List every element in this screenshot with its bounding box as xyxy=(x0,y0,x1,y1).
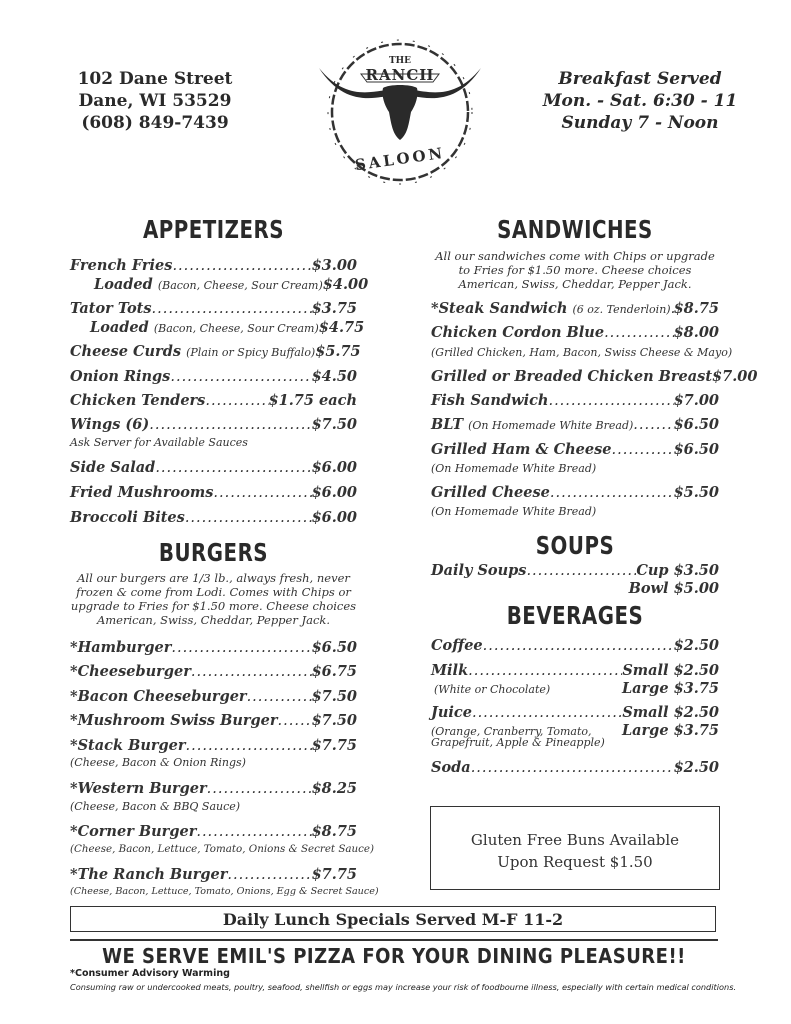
item-name: *Western Burger xyxy=(70,780,207,797)
item-note: Grapefruit, Apple & Pineapple) xyxy=(431,736,605,749)
item-detail: (6 oz. Tenderloin) xyxy=(572,303,671,316)
burgers-heading: BURGERS xyxy=(158,539,269,568)
menu-item xyxy=(70,780,357,797)
item-note: (On Homemade White Bread) xyxy=(431,462,597,475)
item-price: Small $2.50 xyxy=(622,662,719,679)
menu-item xyxy=(431,416,719,433)
item-name: Soda xyxy=(431,759,471,776)
item-name: Fish Sandwich xyxy=(431,392,549,409)
item-price: $2.50 xyxy=(673,637,719,654)
menu-item xyxy=(94,276,369,293)
menu-item xyxy=(70,737,357,754)
item-name: Loaded xyxy=(94,276,153,293)
hours-weekday: Mon. - Sat. 6:30 - 11 xyxy=(542,91,738,111)
item-price: $6.50 xyxy=(673,441,719,458)
item-note: (On Homemade White Bread) xyxy=(431,505,597,518)
menu-item xyxy=(431,441,719,458)
beverages-heading: BEVERAGES xyxy=(506,602,644,631)
menu-item xyxy=(431,562,719,579)
item-note: (Orange, Cranberry, Tomato, xyxy=(431,725,592,738)
item-detail: (Plain or Spicy Buffalo) xyxy=(186,346,316,359)
item-name: Coffee xyxy=(431,637,483,654)
item-price: $6.00 xyxy=(311,509,357,526)
item-note: (Cheese, Bacon, Lettuce, Tomato, Onions, Egg & Secret Sauce) xyxy=(70,886,379,897)
menu-item xyxy=(431,324,719,341)
divider xyxy=(70,939,718,941)
hours-title: Breakfast Served xyxy=(558,69,722,89)
item-price: $6.75 xyxy=(311,663,357,680)
item-price: $7.75 xyxy=(311,866,357,883)
menu-item xyxy=(70,484,357,501)
item-price: $6.00 xyxy=(311,459,357,476)
menu-item-sub xyxy=(431,680,719,697)
menu-item xyxy=(70,509,357,526)
menu-item xyxy=(431,368,758,385)
address-block xyxy=(60,68,250,134)
address-street: 102 Dane Street xyxy=(77,69,233,89)
item-name: *Hamburger xyxy=(70,639,172,656)
item-price: Large $3.75 xyxy=(621,722,719,739)
logo-saloon: SALOON xyxy=(353,143,447,175)
item-name: Wings (6) xyxy=(70,416,150,433)
item-name: Juice xyxy=(431,704,472,721)
item-name: Daily Soups xyxy=(431,562,527,579)
item-price: $6.50 xyxy=(311,639,357,656)
item-price: $1.75 each xyxy=(268,392,357,409)
ranch-saloon-logo xyxy=(315,30,485,190)
item-name: Chicken Tenders xyxy=(70,392,206,409)
menu-item xyxy=(70,459,357,476)
item-name: Milk xyxy=(431,662,469,679)
item-price: $7.00 xyxy=(673,392,719,409)
item-price: $8.75 xyxy=(673,300,719,317)
item-note: (White or Chocolate) xyxy=(434,683,551,696)
menu-item xyxy=(431,759,719,776)
item-name: Onion Rings xyxy=(70,368,171,385)
item-detail: (Bacon, Cheese, Sour Cream) xyxy=(157,279,323,292)
item-note: (Cheese, Bacon & Onion Rings) xyxy=(70,756,246,769)
item-name: Grilled or Breaded Chicken Breast xyxy=(431,368,713,385)
item-name: Side Salad xyxy=(70,459,156,476)
sandwiches-heading: SANDWICHES xyxy=(497,216,653,245)
item-name: Tator Tots xyxy=(70,300,152,317)
item-name: Chicken Cordon Blue xyxy=(431,324,605,341)
item-name: *The Ranch Burger xyxy=(70,866,228,883)
item-name: BLT xyxy=(431,416,464,433)
item-price: $7.00 xyxy=(712,368,758,385)
item-note: (Cheese, Bacon, Lettuce, Tomato, Onions & Secret Sauce) xyxy=(70,843,375,855)
item-price: $5.75 xyxy=(315,343,361,360)
item-price: $8.00 xyxy=(673,324,719,341)
item-price: $8.25 xyxy=(311,780,357,797)
item-price: $7.50 xyxy=(311,688,357,705)
pizza-banner: WE SERVE EMIL'S PIZZA FOR YOUR DINING PLEASURE!! xyxy=(102,944,686,968)
item-price: Cup $3.50 xyxy=(636,562,719,579)
appetizers-heading: APPETIZERS xyxy=(142,216,285,245)
item-price: $4.75 xyxy=(318,319,365,336)
sandwiches-note: All our sandwiches come with Chips or upgrade to Fries for $1.50 more. Cheese choices American, Swiss, Cheddar, Pepper Jack. xyxy=(435,249,715,291)
item-price: $7.50 xyxy=(311,416,357,433)
menu-item xyxy=(70,392,357,409)
advisory-text: Consuming raw or undercooked meats, poultry, seafood, shellfish or eggs may increase your risk of foodbourne illness, especially with certain medical conditions. xyxy=(70,982,737,992)
item-price: $3.75 xyxy=(311,300,357,317)
address-phone: (608) 849-7439 xyxy=(81,113,229,133)
item-price: $6.00 xyxy=(311,484,357,501)
menu-item xyxy=(70,257,357,274)
menu-item xyxy=(70,300,357,317)
menu-item xyxy=(70,368,357,385)
item-name: Loaded xyxy=(90,319,149,336)
menu-item xyxy=(70,663,357,680)
item-name: *Bacon Cheeseburger xyxy=(70,688,247,705)
menu-item xyxy=(70,416,357,433)
item-note: (Cheese, Bacon & BBQ Sauce) xyxy=(70,800,241,813)
gluten-free-box xyxy=(430,806,720,890)
item-name: French Fries xyxy=(70,257,173,274)
item-price: Large $3.75 xyxy=(621,680,719,697)
menu-item xyxy=(431,300,719,317)
item-price: $2.50 xyxy=(673,759,719,776)
item-price: $5.50 xyxy=(673,484,719,501)
item-price: $3.00 xyxy=(311,257,357,274)
item-price: Bowl $5.00 xyxy=(628,580,719,597)
menu-item xyxy=(70,823,357,840)
menu-item xyxy=(70,688,357,705)
item-price: $7.50 xyxy=(311,712,357,729)
item-name: Broccoli Bites xyxy=(70,509,185,526)
logo-ranch: RANCH xyxy=(365,66,435,84)
hours-sunday: Sunday 7 - Noon xyxy=(561,113,719,133)
item-name: Grilled Ham & Cheese xyxy=(431,441,612,458)
item-name: *Mushroom Swiss Burger xyxy=(70,712,278,729)
gluten-free-line2: Upon Request $1.50 xyxy=(497,853,653,871)
menu-item xyxy=(431,704,719,721)
soups-heading: SOUPS xyxy=(535,532,615,561)
item-name: Grilled Cheese xyxy=(431,484,550,501)
menu-item xyxy=(90,319,365,336)
item-name: *Cheeseburger xyxy=(70,663,191,680)
menu-item xyxy=(70,712,357,729)
item-price: $8.75 xyxy=(311,823,357,840)
item-price: Small $2.50 xyxy=(622,704,719,721)
item-name: *Steak Sandwich xyxy=(431,300,568,317)
gluten-free-line1: Gluten Free Buns Available xyxy=(470,831,680,849)
address-city: Dane, WI 53529 xyxy=(78,91,232,111)
item-name: *Stack Burger xyxy=(70,737,186,754)
menu-item xyxy=(431,662,719,679)
item-detail: (On Homemade White Bread) xyxy=(468,419,634,432)
item-price: $6.50 xyxy=(673,416,719,433)
menu-item xyxy=(70,639,357,656)
lunch-specials-banner: Daily Lunch Specials Served M-F 11-2 xyxy=(70,906,716,932)
menu-item xyxy=(70,343,361,360)
item-note: (Grilled Chicken, Ham, Bacon, Swiss Cheese & Mayo) xyxy=(431,346,733,359)
menu-item xyxy=(70,866,357,883)
menu-item xyxy=(431,637,719,654)
item-price: $7.75 xyxy=(311,737,357,754)
item-price: $4.00 xyxy=(322,276,369,293)
menu-item xyxy=(431,392,719,409)
menu-item xyxy=(431,484,719,501)
logo-the: THE xyxy=(388,56,412,66)
item-note: Ask Server for Available Sauces xyxy=(70,436,248,449)
advisory-title: *Consumer Advisory Warming xyxy=(70,968,230,979)
menu-item xyxy=(431,580,719,597)
item-detail: (Bacon, Cheese, Sour Cream) xyxy=(153,322,319,335)
item-name: Fried Mushrooms xyxy=(70,484,214,501)
hours-block xyxy=(520,68,760,134)
item-name: Cheese Curds xyxy=(70,343,181,360)
item-price: $4.50 xyxy=(311,368,357,385)
item-name: *Corner Burger xyxy=(70,823,197,840)
burgers-note: All our burgers are 1/3 lb., always fresh, never frozen & come from Lodi. Comes with Chips or upgrade to Fries for $1.50 more. Cheese choices American, Swiss, Cheddar, Pepper Jack. xyxy=(70,571,357,627)
